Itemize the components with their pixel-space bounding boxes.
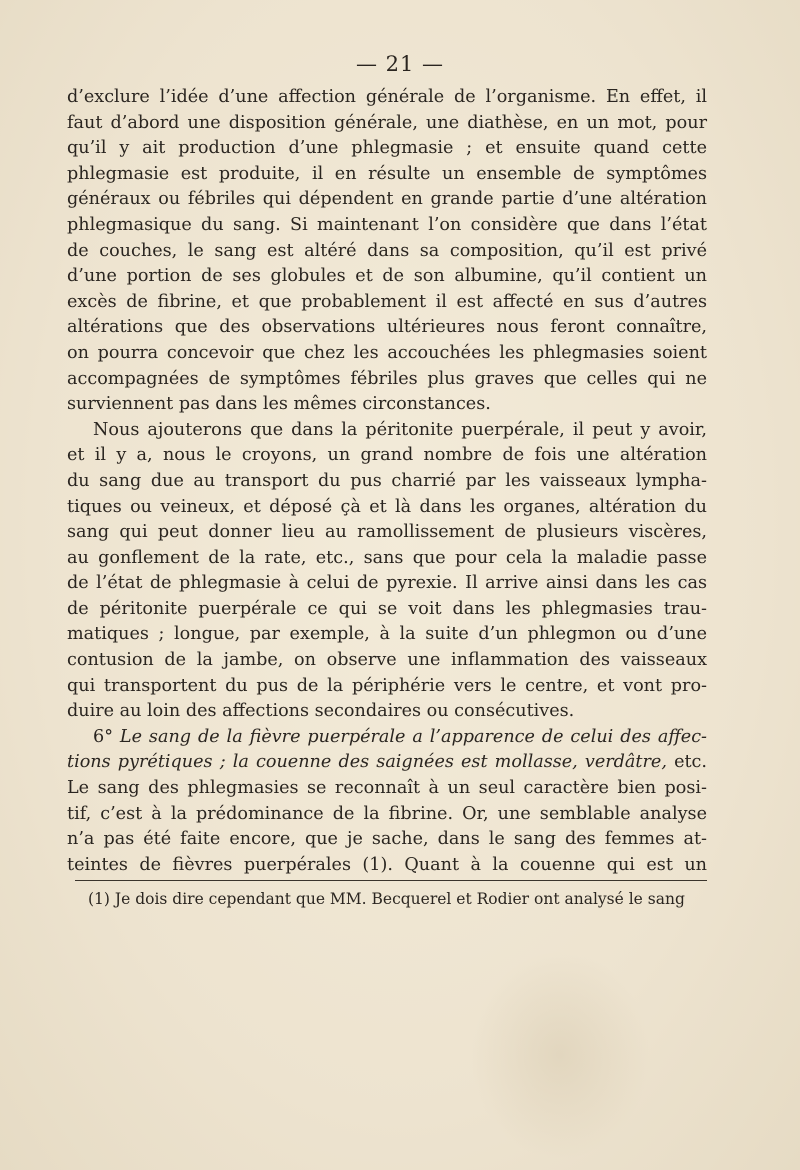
text-line-14: Nous ajouterons que dans la péritonite puerpérale, il peut y avoir, xyxy=(93,419,707,440)
text-line-9: excès de fibrine, et que probablement il est affecté en sus d’autres xyxy=(67,291,707,312)
text-line-21: de péritonite puerpérale ce qui se voit dans les phlegmasies trau- xyxy=(67,598,707,619)
text-line-1: d’exclure l’idée d’une affection générale de l’organisme. En effet, il xyxy=(67,87,707,107)
page-number: — 21 — xyxy=(355,52,445,76)
text-line-7: de couches, le sang est altéré dans sa composition, qu’il est privé xyxy=(67,240,707,261)
body-text xyxy=(67,85,707,878)
text-line-28: Le sang des phlegmasies se reconnaît à un seul caractère bien posi- xyxy=(67,778,707,799)
text-line-10: altérations que des observations ultérieures nous feront connaître, xyxy=(67,317,707,338)
text-line-26 xyxy=(67,725,707,751)
italic-heading-cont: tions pyrétiques ; la couenne des saignées est mollasse, verdâtre, xyxy=(67,752,667,773)
text-line-27 xyxy=(67,750,707,776)
text-line-18: sang qui peut donner lieu au ramollissement de plusieurs viscères, xyxy=(67,522,707,543)
text-line-8: d’une portion de ses globules et de son albumine, qu’il contient un xyxy=(67,266,707,287)
italic-heading: Le sang de la fièvre puerpérale a l’apparence de celui des affec- xyxy=(119,726,707,747)
text-line-29: tif, c’est à la prédominance de la fibrine. Or, une semblable analyse xyxy=(67,803,707,824)
text-line-2: faut d’abord une disposition générale, une diathèse, en un mot, pour xyxy=(67,112,707,133)
text-line-22: matiques ; longue, par exemple, à la suite d’un phlegmon ou d’une xyxy=(67,624,707,645)
text-line-4: phlegmasie est produite, il en résulte un ensemble de symptômes xyxy=(67,163,707,184)
footnote-divider xyxy=(75,880,707,881)
text-line-12: accompagnées de symptômes fébriles plus graves que celles qui ne xyxy=(67,368,707,389)
text-line-31: teintes de fièvres puerpérales (1). Quant à la couenne qui est un xyxy=(67,854,707,875)
text-line-11: on pourra concevoir que chez les accouchées les phlegmasies soient xyxy=(67,342,707,363)
text-line-13: surviennent pas dans les mêmes circonstances. xyxy=(67,394,491,415)
text-line-30: n’a pas été faite encore, que je sache, dans le sang des femmes at- xyxy=(67,829,707,850)
line-tail: etc. xyxy=(666,752,707,773)
text-line-23: contusion de la jambe, on observe une inflammation des vaisseaux xyxy=(67,650,707,671)
text-line-25: duire au loin des affections secondaires ou consécutives. xyxy=(67,701,575,722)
footnote: (1) Je dois dire cependant que MM. Becquerel et Rodier ont analysé le sang xyxy=(88,890,685,908)
text-line-20: de l’état de phlegmasie à celui de pyrexie. Il arrive ainsi dans les cas xyxy=(67,573,707,594)
text-line-15: et il y a, nous le croyons, un grand nombre de fois une altération xyxy=(67,445,707,466)
text-line-5: généraux ou fébriles qui dépendent en grande partie d’une altération xyxy=(67,189,707,210)
item-number: 6° xyxy=(93,726,120,747)
text-line-16: du sang due au transport du pus charrié par les vaisseaux lympha- xyxy=(67,470,707,491)
paper-stain xyxy=(470,950,650,1160)
text-line-3: qu’il y ait production d’une phlegmasie ; et ensuite quand cette xyxy=(67,138,707,159)
text-line-6: phlegmasique du sang. Si maintenant l’on considère que dans l’état xyxy=(67,214,707,235)
text-line-24: qui transportent du pus de la périphérie vers le centre, et vont pro- xyxy=(67,675,707,696)
text-line-19: au gonflement de la rate, etc., sans que pour cela la maladie passe xyxy=(67,547,707,568)
text-line-17: tiques ou veineux, et déposé çà et là dans les organes, altération du xyxy=(67,496,707,517)
